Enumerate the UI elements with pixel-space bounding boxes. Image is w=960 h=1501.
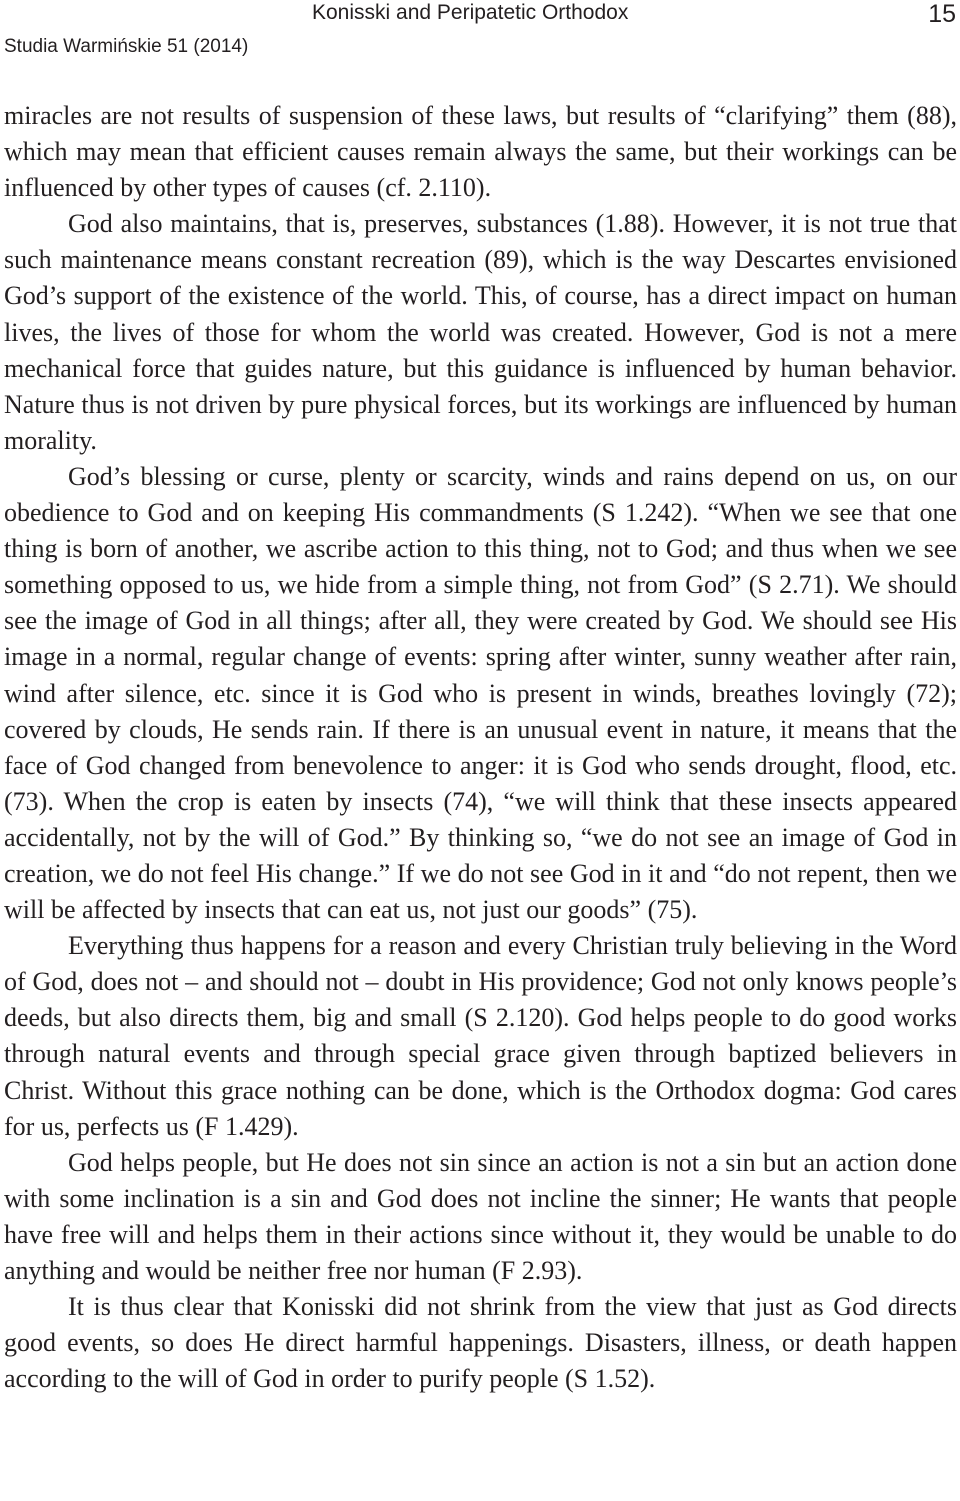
paragraph: God also maintains, that is, preserves, substances (1.88). However, it is not true that such maintenance means constant recreation (89), which is the way Descartes envisioned God’s support of the existence of the world. This, of course, has a direct impact on human lives, the lives of those for whom the world was created. However, God is not a mere mechanical force that guides nature, but this guidance is influenced by human behavior. Nature thus is not driven by pure physical forces, but its workings are influenced by human morality. [4,209,957,455]
page-header [0,0,960,70]
paragraph: It is thus clear that Konisski did not shrink from the view that just as God directs good events, so does He direct harmful happenings. Disasters, illness, or death happen according to the will of God in order to purify people (S 1.52). [4,1292,957,1394]
page-number: 15 [928,0,956,28]
paragraph: God’s blessing or curse, plenty or scarcity, winds and rains depend on us, on our obedience to God and on keeping His commandments (S 1.242). “When we see that one thing is born of another, we ascribe action to this thing, not to God; and thus when we see something opposed to us, we hide from a simple thing, not from God” (S 2.71). We should see the image of God in all things; after all, they were created by God. We should see His image in a normal, regular change of events: spring after winter, sunny weather after rain, wind after silence, etc. since it is God who is present in winds, breathes lovingly (72); covered by clouds, He sends rain. If there is an unusual event in nature, it means that the face of God changed from benevolence to anger: it is God who sends drought, flood, etc. (73). When the crop is eaten by insects (74), “we will think that these insects appeared accidentally, not by the will of God.” By thinking so, “we do not see an image of God in creation, we do not feel His change.” If we do not see God in it and “do not repent, then we will be affected by insects that can eat us, not just our goods” (75). [4,461,957,925]
paragraph-continuation: miracles are not results of suspension of these laws, but results of “clarifying” them (88), which may mean that efficient causes remain always the same, but their workings can be influenced by other types of causes (cf. 2.110). [4,101,957,203]
body-text [4,98,957,1397]
paragraph: Everything thus happens for a reason and every Christian truly believing in the Word of God, does not – and should not – doubt in His providence; God not only knows people’s deeds, but also directs them, big and small (S 2.120). God helps people to do good works through natural events and through special grace given through baptized believers in Christ. Without this grace nothing can be done, which is the Orthodox dogma: God cares for us, perfects us (F 1.429). [4,931,957,1141]
paragraph: God helps people, but He does not sin since an action is not a sin but an action done with some inclination is a sin and God does not incline the sinner; He wants that people have free will and helps them in their actions since without it, they would be unable to do anything and would be neither free nor human (F 2.93). [4,1147,957,1285]
running-title: Konisski and Peripatetic Orthodox [312,1,629,24]
journal-info: Studia Warmińskie 51 (2014) [4,36,249,57]
